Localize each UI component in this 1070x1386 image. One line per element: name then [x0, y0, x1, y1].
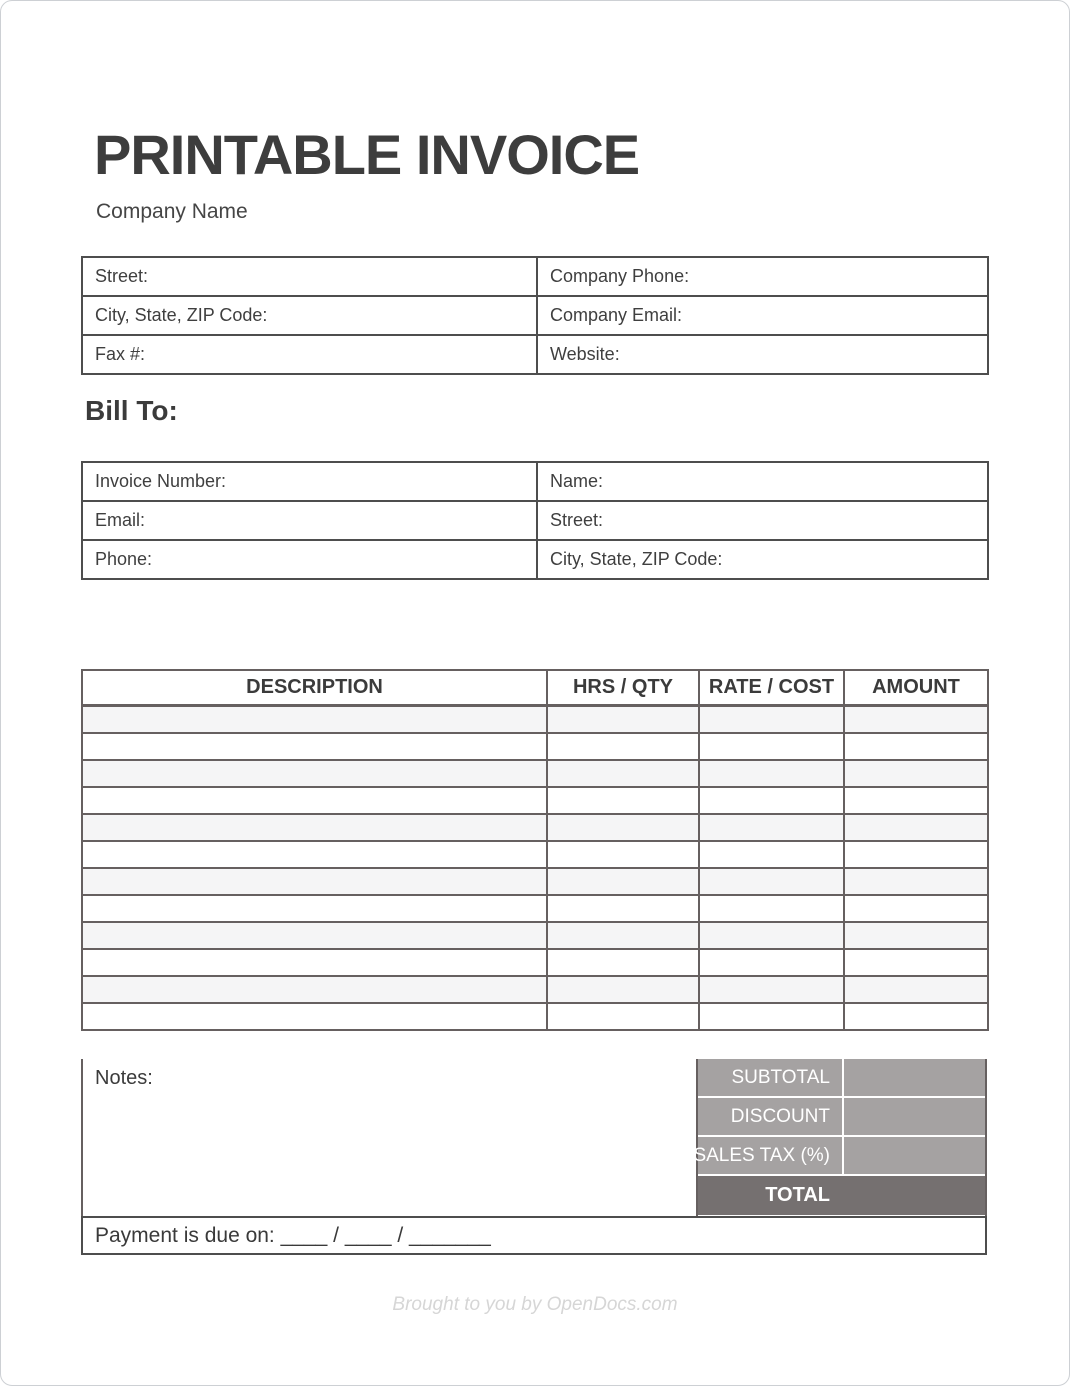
total-row — [698, 1176, 985, 1215]
column-header: HRS / QTY — [547, 670, 699, 706]
line-item-cell[interactable] — [547, 814, 699, 841]
line-items-body — [82, 706, 988, 1031]
column-header: AMOUNT — [844, 670, 988, 706]
line-item-row — [82, 895, 988, 922]
form-field-right[interactable]: Name: — [537, 462, 988, 501]
form-field-left[interactable]: Fax #: — [82, 335, 537, 374]
line-item-cell[interactable] — [844, 976, 988, 1003]
payment-due-line — [81, 1216, 987, 1255]
form-field-left[interactable]: Email: — [82, 501, 537, 540]
line-item-row — [82, 733, 988, 760]
line-item-cell[interactable] — [699, 787, 844, 814]
line-item-cell[interactable] — [82, 706, 547, 734]
form-field-right[interactable]: City, State, ZIP Code: — [537, 540, 988, 579]
line-item-cell[interactable] — [82, 1003, 547, 1030]
line-item-row — [82, 976, 988, 1003]
line-item-cell[interactable] — [82, 949, 547, 976]
line-item-cell[interactable] — [699, 814, 844, 841]
line-item-cell[interactable] — [547, 976, 699, 1003]
line-item-cell[interactable] — [82, 868, 547, 895]
line-item-row — [82, 760, 988, 787]
line-item-cell[interactable] — [547, 760, 699, 787]
line-item-cell[interactable] — [547, 922, 699, 949]
form-field-left[interactable]: City, State, ZIP Code: — [82, 296, 537, 335]
line-item-cell[interactable] — [844, 1003, 988, 1030]
form-field-left[interactable]: Street: — [82, 257, 537, 296]
line-item-cell[interactable] — [699, 895, 844, 922]
line-item-cell[interactable] — [844, 922, 988, 949]
line-item-row — [82, 706, 988, 734]
column-header: DESCRIPTION — [82, 670, 547, 706]
totals-value[interactable] — [844, 1098, 985, 1135]
line-item-cell[interactable] — [82, 814, 547, 841]
line-item-cell[interactable] — [844, 787, 988, 814]
line-item-cell[interactable] — [82, 922, 547, 949]
form-field-right[interactable]: Website: — [537, 335, 988, 374]
line-item-cell[interactable] — [699, 733, 844, 760]
notes-label: Notes: — [95, 1067, 153, 1089]
form-row — [82, 540, 988, 579]
form-row — [82, 257, 988, 296]
page-title: PRINTABLE INVOICE — [94, 123, 640, 186]
totals-label: SALES TAX (%) — [698, 1137, 842, 1174]
line-item-cell[interactable] — [82, 895, 547, 922]
form-field-right[interactable]: Company Email: — [537, 296, 988, 335]
totals-value[interactable] — [844, 1059, 985, 1096]
company-info-table — [81, 256, 989, 375]
form-row — [82, 296, 988, 335]
form-row — [82, 462, 988, 501]
form-row — [82, 335, 988, 374]
line-item-cell[interactable] — [699, 949, 844, 976]
line-item-cell[interactable] — [82, 976, 547, 1003]
line-item-cell[interactable] — [699, 706, 844, 734]
column-header: RATE / COST — [699, 670, 844, 706]
line-item-cell[interactable] — [82, 733, 547, 760]
total-label: TOTAL — [765, 1184, 830, 1206]
line-item-cell[interactable] — [547, 949, 699, 976]
line-item-cell[interactable] — [547, 841, 699, 868]
line-item-cell[interactable] — [699, 868, 844, 895]
company-name: Company Name — [96, 200, 248, 223]
line-item-cell[interactable] — [547, 733, 699, 760]
line-item-cell[interactable] — [844, 949, 988, 976]
line-item-cell[interactable] — [844, 706, 988, 734]
line-item-cell[interactable] — [844, 814, 988, 841]
line-item-row — [82, 949, 988, 976]
line-item-cell[interactable] — [547, 868, 699, 895]
form-field-right[interactable]: Company Phone: — [537, 257, 988, 296]
line-item-cell[interactable] — [844, 868, 988, 895]
line-item-row — [82, 868, 988, 895]
line-item-cell[interactable] — [844, 760, 988, 787]
line-item-cell[interactable] — [699, 760, 844, 787]
line-item-cell[interactable] — [82, 841, 547, 868]
line-item-row — [82, 1003, 988, 1030]
footer-attribution: Brought to you by OpenDocs.com — [392, 1294, 678, 1315]
totals-label: SUBTOTAL — [698, 1059, 842, 1096]
bill-to-body — [82, 462, 988, 579]
line-item-cell[interactable] — [82, 760, 547, 787]
totals-value[interactable] — [844, 1137, 985, 1174]
company-info-body — [82, 257, 988, 374]
line-item-row — [82, 787, 988, 814]
bill-to-table — [81, 461, 989, 580]
line-item-cell[interactable] — [547, 895, 699, 922]
line-item-cell[interactable] — [844, 733, 988, 760]
notes-area[interactable] — [83, 1059, 698, 1216]
form-field-left[interactable]: Invoice Number: — [82, 462, 537, 501]
line-item-cell[interactable] — [844, 841, 988, 868]
line-item-cell[interactable] — [699, 976, 844, 1003]
line-item-cell[interactable] — [547, 1003, 699, 1030]
line-items-table — [81, 669, 989, 1031]
bill-to-heading: Bill To: — [85, 395, 178, 426]
line-item-row — [82, 922, 988, 949]
line-items-header-row — [82, 670, 988, 706]
line-item-cell[interactable] — [82, 787, 547, 814]
notes-and-totals-section — [81, 1059, 987, 1216]
line-item-row — [82, 814, 988, 841]
form-row — [82, 501, 988, 540]
form-field-left[interactable]: Phone: — [82, 540, 537, 579]
line-item-cell[interactable] — [699, 841, 844, 868]
line-item-row — [82, 841, 988, 868]
totals-label: DISCOUNT — [698, 1098, 842, 1135]
line-item-cell[interactable] — [699, 922, 844, 949]
line-item-cell[interactable] — [699, 1003, 844, 1030]
line-item-cell[interactable] — [844, 895, 988, 922]
line-item-cell[interactable] — [547, 706, 699, 734]
totals-panel — [693, 1059, 985, 1216]
line-item-cell[interactable] — [547, 787, 699, 814]
form-field-right[interactable]: Street: — [537, 501, 988, 540]
payment-due-text: Payment is due on: ____ / ____ / _______ — [95, 1223, 491, 1247]
